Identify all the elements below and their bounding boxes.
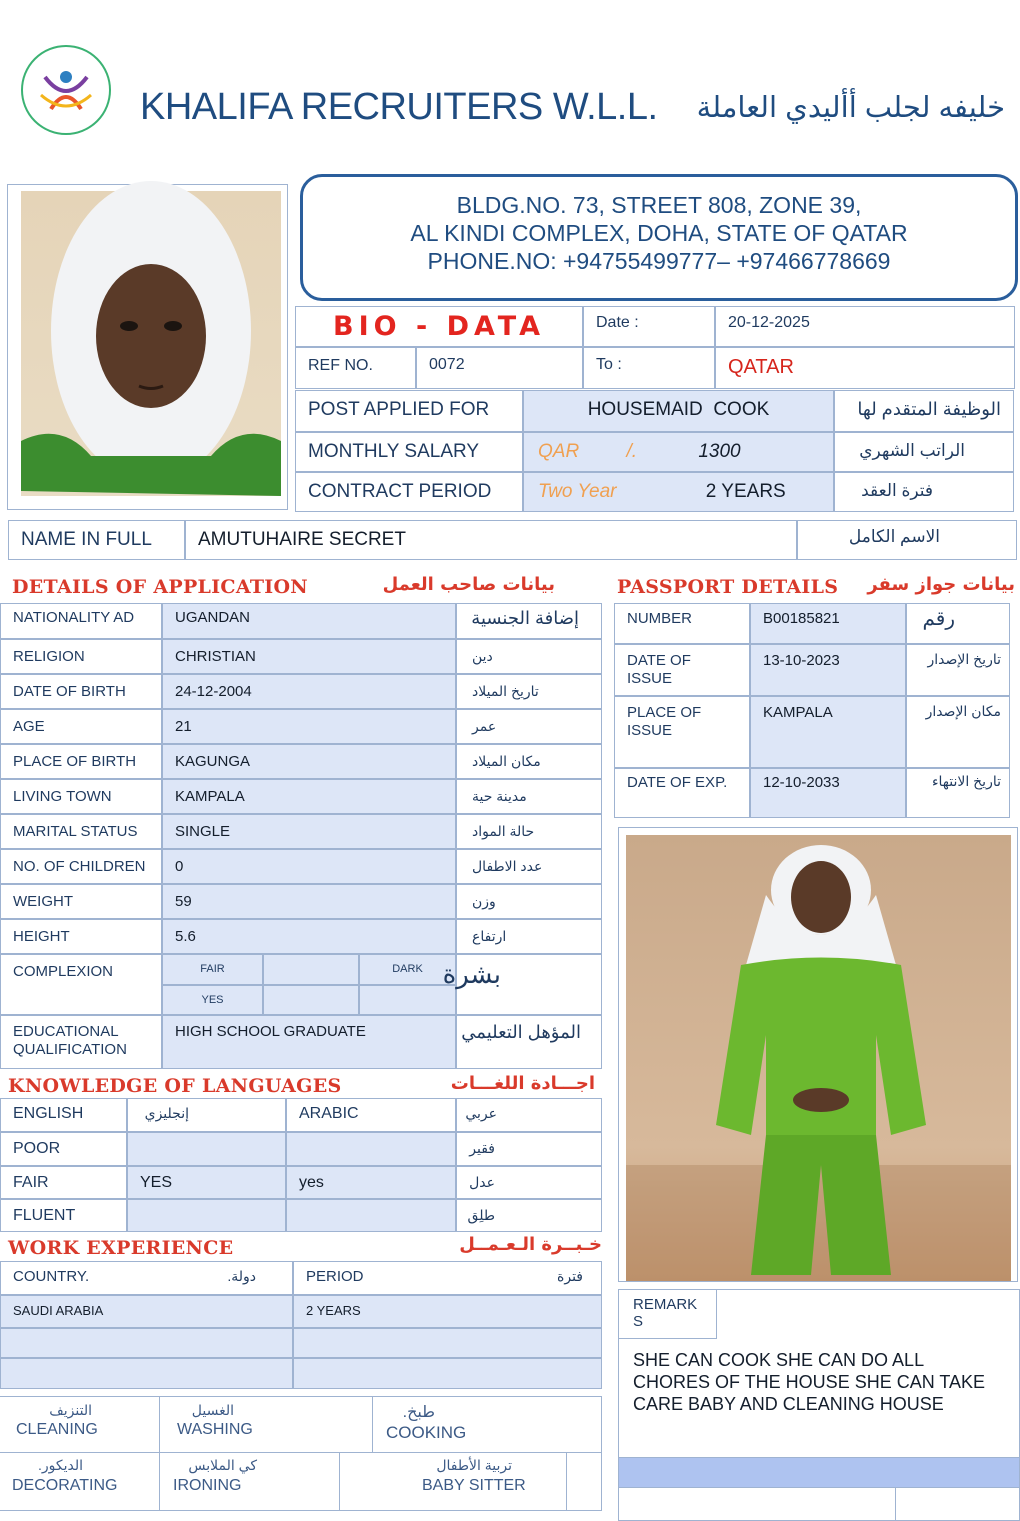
exp-period-ar: فترة (557, 1268, 583, 1284)
biodata-title: BIO - DATA (295, 306, 583, 347)
post-label: POST APPLIED FOR (295, 390, 523, 432)
address-line-2: AL KINDI COMPLEX, DOHA, STATE OF QATAR (410, 220, 908, 246)
complexion-mid-2 (263, 985, 359, 1015)
skill-ironing-ar: كي الملابس (188, 1457, 257, 1473)
education-label (0, 1015, 162, 1069)
lang-english-ar: إنجليزي (127, 1098, 286, 1132)
application-row-label: HEIGHT (0, 919, 162, 954)
lang-poor-en (127, 1132, 286, 1166)
contract-label-ar: فترة العقد (834, 472, 1014, 512)
lang-fluent-arabic (286, 1199, 456, 1232)
skills-divider-h (0, 1452, 602, 1453)
application-row-label-ar: دين (456, 639, 602, 674)
salary-label-ar: الراتب الشهري (834, 432, 1014, 472)
skill-babysitter: BABY SITTER (422, 1477, 526, 1494)
lang-poor-arabic (286, 1132, 456, 1166)
exp-empty-2b (293, 1358, 602, 1389)
passport-place-label (614, 696, 750, 768)
skill-cleaning: CLEANING (16, 1421, 98, 1438)
experience-title: WORK EXPERIENCE (8, 1237, 234, 1259)
application-row-label: PLACE OF BIRTH (0, 744, 162, 779)
remarks-label (618, 1289, 717, 1339)
contract-label: CONTRACT PERIOD (295, 472, 523, 512)
application-row-label: LIVING TOWN (0, 779, 162, 814)
passport-title: PASSPORT DETAILS (617, 576, 839, 598)
post-value: HOUSEMAID COOK (523, 390, 834, 432)
application-row-value: 59 (162, 884, 456, 919)
skill-cooking: COOKING (386, 1423, 467, 1442)
application-row-value: 24-12-2004 (162, 674, 456, 709)
salary-separator: /. (626, 441, 638, 462)
complexion-ar: بشرة (456, 954, 602, 1015)
exp-empty-2a (0, 1358, 293, 1389)
passport-issue-label-2: ISSUE (627, 670, 673, 687)
application-row-label: NO. OF CHILDREN (0, 849, 162, 884)
globe-figure-logo-icon (23, 47, 109, 133)
application-row-value: 5.6 (162, 919, 456, 954)
exp-period-value: 2 YEARS (293, 1295, 602, 1328)
date-label: Date : (583, 306, 715, 347)
complexion-fair: FAIR (162, 954, 263, 985)
exp-country-header (0, 1261, 293, 1295)
contract-italic: Two Year (538, 481, 617, 502)
education-ar: المؤهل التعليمي (456, 1015, 602, 1069)
name-label-ar: الاسم الكامل (797, 520, 1017, 560)
contract-value: 2 YEARS (705, 481, 786, 502)
address-box (300, 174, 1018, 301)
skill-decorating: DECORATING (12, 1477, 118, 1494)
skill-decorating-ar: الديكور. (37, 1457, 83, 1473)
exp-period-label: PERIOD (306, 1268, 364, 1285)
skill-ironing: IRONING (173, 1477, 242, 1494)
skills-divider-4 (566, 1452, 567, 1511)
person-portrait-icon (21, 191, 281, 496)
application-title-ar: بيانات صاحب العمل (382, 574, 555, 595)
languages-title-ar: اجـــادة اللغـــات (450, 1073, 595, 1094)
passport-number-ar: رقم (906, 603, 1010, 644)
passport-place-ar: مكان الإصدار (906, 696, 1010, 768)
application-row-value: 0 (162, 849, 456, 884)
exp-country-value: SAUDI ARABIA (0, 1295, 293, 1328)
address-line-1: BLDG.NO. 73, STREET 808, ZONE 39, (456, 192, 862, 218)
company-name-ar: خليفه لجلب أأليدي العاملة (696, 92, 1005, 124)
passport-number-label: NUMBER (614, 603, 750, 644)
passport-place-label-2: ISSUE (627, 722, 673, 739)
lang-english-label: ENGLISH (0, 1098, 127, 1132)
passport-issue-value: 13-10-2023 (750, 644, 906, 696)
application-row-label-ar: تاريخ الميلاد (456, 674, 602, 709)
application-row-value: UGANDAN (162, 603, 456, 639)
application-row-label-ar: حالة المواد (456, 814, 602, 849)
passport-number-value: B00185821 (750, 603, 906, 644)
address-line-3: PHONE.NO: +94755499777– +97466778669 (427, 248, 891, 274)
exp-period-header (293, 1261, 602, 1295)
skill-washing-ar: الغسيل (191, 1402, 234, 1418)
application-row-label: AGE (0, 709, 162, 744)
lang-poor-label: POOR (0, 1132, 127, 1166)
lang-fair-ar: عدل (456, 1166, 602, 1199)
to-value: QATAR (715, 347, 1015, 389)
passport-exp-label: DATE OF EXP. (614, 768, 750, 818)
skills-divider-2 (372, 1396, 373, 1452)
full-body-photo-frame (618, 827, 1018, 1282)
lang-arabic-label: ARABIC (286, 1098, 456, 1132)
complexion-yes: YES (162, 985, 263, 1015)
remarks-text: SHE CAN COOK SHE CAN DO ALL CHORES OF THE HOUSE SHE CAN TAKE CARE BABY AND CLEANING HOUSE (633, 1350, 986, 1414)
remarks-blue-band (619, 1457, 1019, 1488)
salary-value-cell (523, 432, 834, 472)
ref-label: REF NO. (295, 347, 416, 389)
skills-divider-3 (339, 1452, 340, 1511)
application-row-label-ar: ارتفاع (456, 919, 602, 954)
lang-poor-ar: فقير (456, 1132, 602, 1166)
application-row-label-ar: مكان الميلاد (456, 744, 602, 779)
lang-fluent-en (127, 1199, 286, 1232)
complexion-mid-3 (359, 985, 456, 1015)
passport-issue-ar: تاريخ الإصدار (906, 644, 1010, 696)
skill-cleaning-ar: التنزيف (49, 1402, 92, 1418)
lang-arabic-ar: عربي (456, 1098, 602, 1132)
skill-cooking-ar: طبخ. (402, 1404, 435, 1421)
application-row-label: WEIGHT (0, 884, 162, 919)
complexion-label: COMPLEXION (0, 954, 162, 1015)
application-row-value: 21 (162, 709, 456, 744)
passport-place-value: KAMPALA (750, 696, 906, 768)
application-row-value: KAMPALA (162, 779, 456, 814)
date-value: 20-12-2025 (715, 306, 1015, 347)
application-row-label-ar: عدد الاطفال (456, 849, 602, 884)
application-row-label-ar: مدينة حية (456, 779, 602, 814)
lang-fluent-ar: طلِق (456, 1199, 602, 1232)
education-label-line-1: EDUCATIONAL (13, 1023, 119, 1040)
skills-divider-1 (159, 1396, 160, 1511)
application-row-label: MARITAL STATUS (0, 814, 162, 849)
languages-title: KNOWLEDGE OF LANGUAGES (8, 1075, 342, 1097)
exp-empty-1a (0, 1328, 293, 1358)
full-body-photo (626, 835, 1011, 1281)
passport-exp-ar: تاريخ الانتهاء (906, 768, 1010, 818)
salary-currency: QAR (538, 441, 580, 462)
exp-empty-1b (293, 1328, 602, 1358)
lang-fair-en: YES (127, 1166, 286, 1199)
remarks-label-2: S (633, 1313, 644, 1330)
profile-photo (21, 191, 281, 496)
lang-fair-label: FAIR (0, 1166, 127, 1199)
experience-title-ar: خـبــرة الـعـمــل (459, 1234, 602, 1255)
post-label-ar: الوظيفة المتقدم لها (834, 390, 1014, 432)
complexion-mid-1 (263, 954, 359, 985)
lang-fluent-label: FLUENT (0, 1199, 127, 1232)
passport-exp-value: 12-10-2033 (750, 768, 906, 818)
company-name-en: KHALIFA RECRUITERS W.L.L. (140, 86, 658, 128)
name-value: AMUTUHAIRE SECRET (185, 520, 797, 560)
passport-issue-label (614, 644, 750, 696)
application-row-value: CHRISTIAN (162, 639, 456, 674)
exp-country-label: COUNTRY. (13, 1268, 90, 1285)
salary-label: MONTHLY SALARY (295, 432, 523, 472)
skills-divider-5 (601, 1396, 602, 1511)
application-row-value: KAGUNGA (162, 744, 456, 779)
remarks-divider (895, 1488, 896, 1521)
application-title: DETAILS OF APPLICATION (12, 576, 308, 598)
company-logo (21, 45, 111, 135)
lang-fair-arabic: yes (286, 1166, 456, 1199)
to-label: To : (583, 347, 715, 389)
remarks-label-1: REMARK (633, 1296, 698, 1313)
application-row-label-ar: إضافة الجنسية (456, 603, 602, 639)
name-label: NAME IN FULL (8, 520, 185, 560)
passport-issue-label-1: DATE OF (627, 652, 691, 669)
application-row-label: DATE OF BIRTH (0, 674, 162, 709)
salary-amount: 1300 (698, 441, 741, 462)
complexion-dark: DARK (359, 954, 456, 985)
application-row-value: SINGLE (162, 814, 456, 849)
passport-place-label-1: PLACE OF (627, 704, 702, 721)
contract-value-cell (523, 472, 834, 512)
skill-washing: WASHING (177, 1421, 253, 1438)
exp-country-ar: دولة. (227, 1268, 256, 1284)
application-row-label-ar: وزن (456, 884, 602, 919)
application-row-label: NATIONALITY AD (0, 603, 162, 639)
application-row-label: RELIGION (0, 639, 162, 674)
person-full-body-icon (626, 835, 1011, 1281)
profile-photo-frame (7, 184, 288, 510)
passport-title-ar: بيانات جواز سفر (867, 574, 1015, 595)
skill-babysitter-ar: تربية الأطفال (436, 1457, 512, 1473)
education-label-line-2: QUALIFICATION (13, 1041, 127, 1058)
education-value: HIGH SCHOOL GRADUATE (162, 1015, 456, 1069)
application-row-label-ar: عمر (456, 709, 602, 744)
ref-value: 0072 (416, 347, 583, 389)
